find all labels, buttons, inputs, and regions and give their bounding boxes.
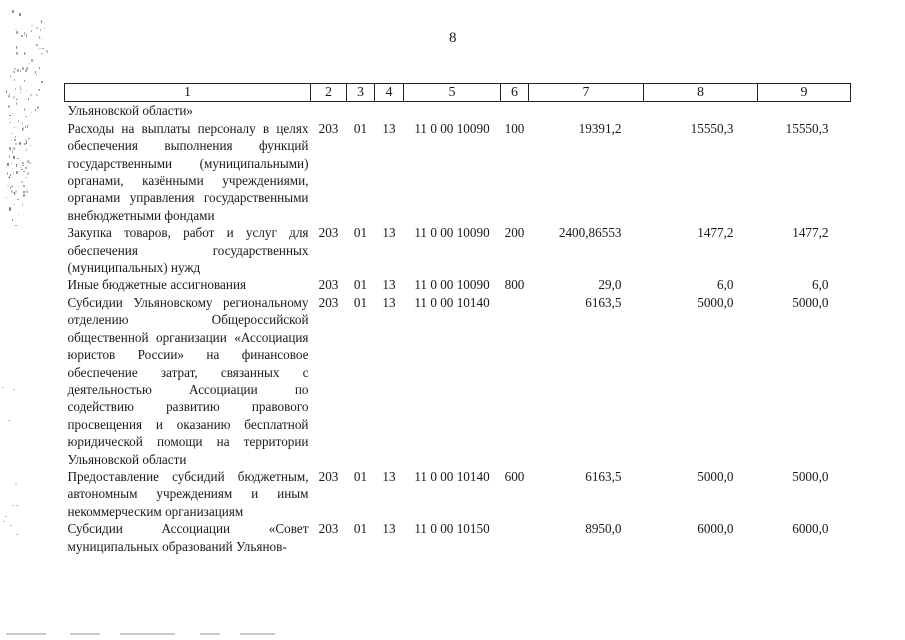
scan-speck xyxy=(36,27,38,29)
scan-speck xyxy=(42,48,44,49)
scan-speck xyxy=(24,80,25,82)
cell-amount-col8: 5000,0 xyxy=(697,468,734,484)
scan-speck xyxy=(26,90,27,91)
cell-expense-type xyxy=(501,520,529,555)
scan-speck xyxy=(10,75,11,78)
cell-section: 01 xyxy=(353,521,368,537)
scan-speck xyxy=(15,225,17,226)
scan-speck xyxy=(28,138,30,139)
scan-speck xyxy=(13,96,15,99)
scan-speck xyxy=(3,521,5,522)
scan-speck xyxy=(21,181,23,183)
column-header: 6 xyxy=(501,84,529,102)
scan-speck xyxy=(14,79,15,81)
cell-amount-col8: 5000,0 xyxy=(697,294,734,310)
scan-bottom-mark xyxy=(6,633,46,635)
scan-speck xyxy=(18,214,19,215)
scan-speck xyxy=(25,150,26,151)
scan-speck xyxy=(18,120,19,123)
cell-ministry-code: 203 xyxy=(318,294,339,310)
scan-speck xyxy=(39,48,41,49)
scan-bottom-mark xyxy=(200,633,220,635)
scan-speck xyxy=(15,29,17,30)
table-row xyxy=(65,120,851,224)
scan-speck xyxy=(14,192,15,193)
scan-speck xyxy=(23,127,24,130)
column-header: 2 xyxy=(311,84,347,102)
cell-subsection: 13 xyxy=(382,277,396,293)
cell-expense-type: 800 xyxy=(504,277,525,293)
table-row xyxy=(65,294,851,468)
scan-speck xyxy=(16,99,18,100)
scan-speck xyxy=(41,81,43,83)
scan-speck xyxy=(25,177,27,178)
cell-amount-col9: 1477,2 xyxy=(792,225,829,241)
scan-bottom-mark xyxy=(240,633,275,635)
cell-amount-col7: 6163,5 xyxy=(585,468,622,484)
cell-section: 01 xyxy=(353,225,368,241)
cell-amount-col7: 29,0 xyxy=(598,277,622,293)
row-description: Иные бюджетные ассигнования xyxy=(67,277,247,293)
scan-speck xyxy=(9,176,10,178)
scan-speck xyxy=(7,172,8,175)
scan-speck xyxy=(16,505,18,506)
scan-speck xyxy=(17,158,19,159)
scan-speck xyxy=(12,219,13,221)
scan-speck xyxy=(15,484,17,485)
scan-speck xyxy=(8,105,10,108)
scan-speck xyxy=(30,94,32,96)
scan-speck xyxy=(19,13,21,16)
scan-speck xyxy=(39,67,40,69)
scan-speck xyxy=(21,169,23,170)
cell-amount-col8 xyxy=(644,102,758,120)
cell-ministry-code: 203 xyxy=(318,120,339,136)
scan-speck xyxy=(16,46,17,49)
scan-speck xyxy=(24,32,25,35)
scan-speck xyxy=(22,67,24,70)
scan-speck xyxy=(15,190,17,193)
cell-target-article: 11 0 00 10090 xyxy=(414,225,490,241)
cell-amount-col9: 6,0 xyxy=(812,277,829,293)
cell-subsection: 13 xyxy=(382,468,396,484)
scan-speck xyxy=(28,98,29,100)
scan-speck xyxy=(46,50,48,53)
cell-ministry-code: 203 xyxy=(318,225,339,241)
cell-amount-col8: 6,0 xyxy=(717,277,734,293)
scan-speck xyxy=(25,53,26,54)
scan-speck xyxy=(11,133,12,134)
cell-amount-col9 xyxy=(758,102,851,120)
scan-speck xyxy=(41,38,42,39)
scan-speck xyxy=(35,109,36,111)
scan-speck xyxy=(25,167,27,169)
scan-speck xyxy=(22,165,24,166)
scan-speck xyxy=(39,89,40,91)
cell-amount-col7: 2400,86553 xyxy=(558,225,622,241)
cell-subsection xyxy=(375,102,404,120)
scan-speck xyxy=(23,171,25,172)
table-row xyxy=(65,520,851,555)
scan-speck xyxy=(29,63,30,64)
cell-expense-type: 100 xyxy=(504,120,525,136)
scan-speck xyxy=(12,505,14,506)
cell-expense-type xyxy=(501,102,529,120)
scan-speck xyxy=(23,191,25,193)
column-header: 9 xyxy=(758,84,851,102)
scan-speck xyxy=(6,90,7,93)
scan-speck xyxy=(41,53,43,54)
cell-target-article: 11 0 00 10140 xyxy=(414,468,490,484)
scan-speck xyxy=(37,106,39,109)
cell-section: 01 xyxy=(353,120,368,136)
cell-subsection: 13 xyxy=(382,294,396,310)
scan-speck xyxy=(5,516,7,517)
scan-speck xyxy=(16,164,17,167)
scan-speck xyxy=(22,162,24,164)
scan-speck xyxy=(29,162,31,164)
table-row xyxy=(65,468,851,520)
scan-speck xyxy=(8,420,10,421)
scan-speck xyxy=(24,108,25,111)
scan-speck xyxy=(25,126,26,128)
cell-amount-col7: 8950,0 xyxy=(585,521,622,537)
scan-speck xyxy=(23,185,25,187)
scan-speck xyxy=(26,141,27,144)
cell-amount-col9: 5000,0 xyxy=(792,468,829,484)
scan-speck xyxy=(31,59,33,62)
scan-speck xyxy=(26,190,28,193)
cell-target-article: 11 0 00 10140 xyxy=(414,294,490,310)
column-header: 4 xyxy=(375,84,404,102)
scan-speck xyxy=(9,115,11,116)
scan-speck xyxy=(41,20,42,23)
cell-ministry-code: 203 xyxy=(318,521,339,537)
scan-speck xyxy=(30,145,31,146)
scan-speck xyxy=(20,167,22,168)
column-header: 3 xyxy=(347,84,375,102)
scan-speck xyxy=(14,139,16,141)
scan-speck xyxy=(14,147,15,150)
page-number: 8 xyxy=(449,30,457,46)
scan-speck xyxy=(8,95,10,98)
scan-speck xyxy=(9,155,10,158)
scan-speck xyxy=(44,28,45,29)
scan-speck xyxy=(13,389,15,390)
cell-amount-col9: 5000,0 xyxy=(792,294,829,310)
cell-amount-col7 xyxy=(529,102,644,120)
cell-section: 01 xyxy=(353,294,368,310)
cell-target-article: 11 0 00 10150 xyxy=(414,521,490,537)
scan-speck xyxy=(20,92,21,93)
scan-speck xyxy=(13,173,14,175)
scan-speck xyxy=(20,70,21,72)
cell-section xyxy=(347,102,375,120)
row-description: Расходы на выплаты персоналу в целях обеспечения выполнения функций государственными (муниципальными) органами, казёнными учреждениями, органами управления государственными внебюджетными фондами xyxy=(67,120,309,223)
scan-speck xyxy=(25,70,27,72)
scan-speck xyxy=(11,140,12,141)
cell-amount-col9: 6000,0 xyxy=(792,521,829,537)
scan-edge-noise xyxy=(0,0,58,640)
scan-speck xyxy=(12,150,13,153)
scan-speck xyxy=(27,172,29,175)
scan-speck xyxy=(26,67,28,70)
cell-ministry-code xyxy=(311,102,347,120)
scan-speck xyxy=(15,88,16,90)
scan-speck xyxy=(15,143,17,145)
scan-speck xyxy=(17,199,19,200)
scan-speck xyxy=(13,71,15,73)
scan-speck xyxy=(35,71,36,74)
scan-speck xyxy=(9,122,11,123)
cell-subsection: 13 xyxy=(382,120,396,136)
scan-speck xyxy=(18,186,19,187)
scan-speck xyxy=(15,136,16,138)
cell-target-article: 11 0 00 10090 xyxy=(414,120,490,136)
cell-expense-type xyxy=(501,294,529,468)
scan-speck xyxy=(12,10,14,13)
scan-bottom-mark xyxy=(70,633,100,635)
scan-speck xyxy=(14,204,15,205)
cell-amount-col8: 1477,2 xyxy=(697,225,734,241)
cell-subsection: 13 xyxy=(382,225,396,241)
scan-speck xyxy=(31,112,32,113)
scan-speck xyxy=(22,122,23,125)
budget-table xyxy=(64,83,851,555)
scan-speck xyxy=(22,203,23,206)
scan-speck xyxy=(11,163,13,164)
scan-speck xyxy=(31,30,32,32)
scan-bottom-mark xyxy=(120,633,175,635)
cell-target-article: 11 0 00 10090 xyxy=(414,277,490,293)
scan-speck xyxy=(10,525,12,526)
scan-speck xyxy=(17,69,19,72)
row-description: Субсидии Ассоциации «Совет муниципальных образований Ульянов- xyxy=(67,521,309,554)
column-header: 1 xyxy=(65,84,311,102)
scan-speck xyxy=(6,197,7,198)
cell-amount-col8: 6000,0 xyxy=(697,521,734,537)
scan-speck xyxy=(12,113,13,114)
row-description: Субсидии Ульяновскому региональному отделению Общероссийской общественной организации «Ассоциация юристов России» на финансовое обеспечение затрат, связанных с деятельностью Ассоциации по содействию развитию правового просвещения и оказанию бесплатной юридической помощи на территории Ульяновской области xyxy=(67,294,309,467)
scan-speck xyxy=(36,74,37,75)
column-header: 5 xyxy=(404,84,501,102)
scan-speck xyxy=(40,29,41,31)
scan-speck xyxy=(16,171,18,174)
scan-speck xyxy=(23,194,25,197)
cell-subsection: 13 xyxy=(382,521,396,537)
scan-speck xyxy=(7,185,9,186)
scan-speck xyxy=(36,44,38,46)
scan-speck xyxy=(16,31,18,34)
cell-amount-col7: 19391,2 xyxy=(578,120,622,136)
cell-amount-col7: 6163,5 xyxy=(585,294,622,310)
table-row xyxy=(65,224,851,276)
cell-section: 01 xyxy=(353,277,368,293)
scan-speck xyxy=(20,89,22,90)
scan-speck xyxy=(31,25,33,26)
row-description: Предоставление субсидий бюджетным, автономным учреждениям и иным некоммерческим организациям xyxy=(67,468,309,519)
cell-amount-col8: 15550,3 xyxy=(690,120,734,136)
scan-speck xyxy=(16,534,18,535)
table-header-row xyxy=(65,84,851,102)
scan-speck xyxy=(26,34,27,37)
scan-speck xyxy=(21,35,23,37)
scan-speck xyxy=(16,102,17,105)
cell-expense-type: 200 xyxy=(504,225,525,241)
scan-speck xyxy=(6,166,7,167)
scan-speck xyxy=(14,194,16,195)
cell-ministry-code: 203 xyxy=(318,277,339,293)
table-row xyxy=(65,102,851,120)
column-header: 8 xyxy=(644,84,758,102)
scan-speck xyxy=(14,68,16,70)
scan-speck xyxy=(16,52,18,55)
scan-speck xyxy=(9,208,11,211)
scan-speck xyxy=(2,387,4,388)
scan-speck xyxy=(25,116,27,117)
cell-ministry-code: 203 xyxy=(318,468,339,484)
scan-speck xyxy=(9,147,11,150)
row-description: Закупка товаров, работ и услуг для обеспечения государственных (муниципальных) нужд xyxy=(67,225,309,276)
cell-expense-type: 600 xyxy=(504,468,525,484)
cell-section: 01 xyxy=(353,468,368,484)
scan-bottom-edge xyxy=(0,630,905,640)
scan-speck xyxy=(12,168,13,169)
column-header: 7 xyxy=(529,84,644,102)
row-description: Ульяновской области» xyxy=(67,103,194,119)
scan-speck xyxy=(39,36,40,39)
scan-speck xyxy=(36,94,38,96)
scan-speck xyxy=(10,187,11,189)
cell-target-article xyxy=(404,102,501,120)
cell-amount-col9: 15550,3 xyxy=(785,120,829,136)
scan-speck xyxy=(19,142,21,145)
scan-speck xyxy=(27,125,28,128)
table-row xyxy=(65,276,851,293)
scan-speck xyxy=(14,127,15,128)
